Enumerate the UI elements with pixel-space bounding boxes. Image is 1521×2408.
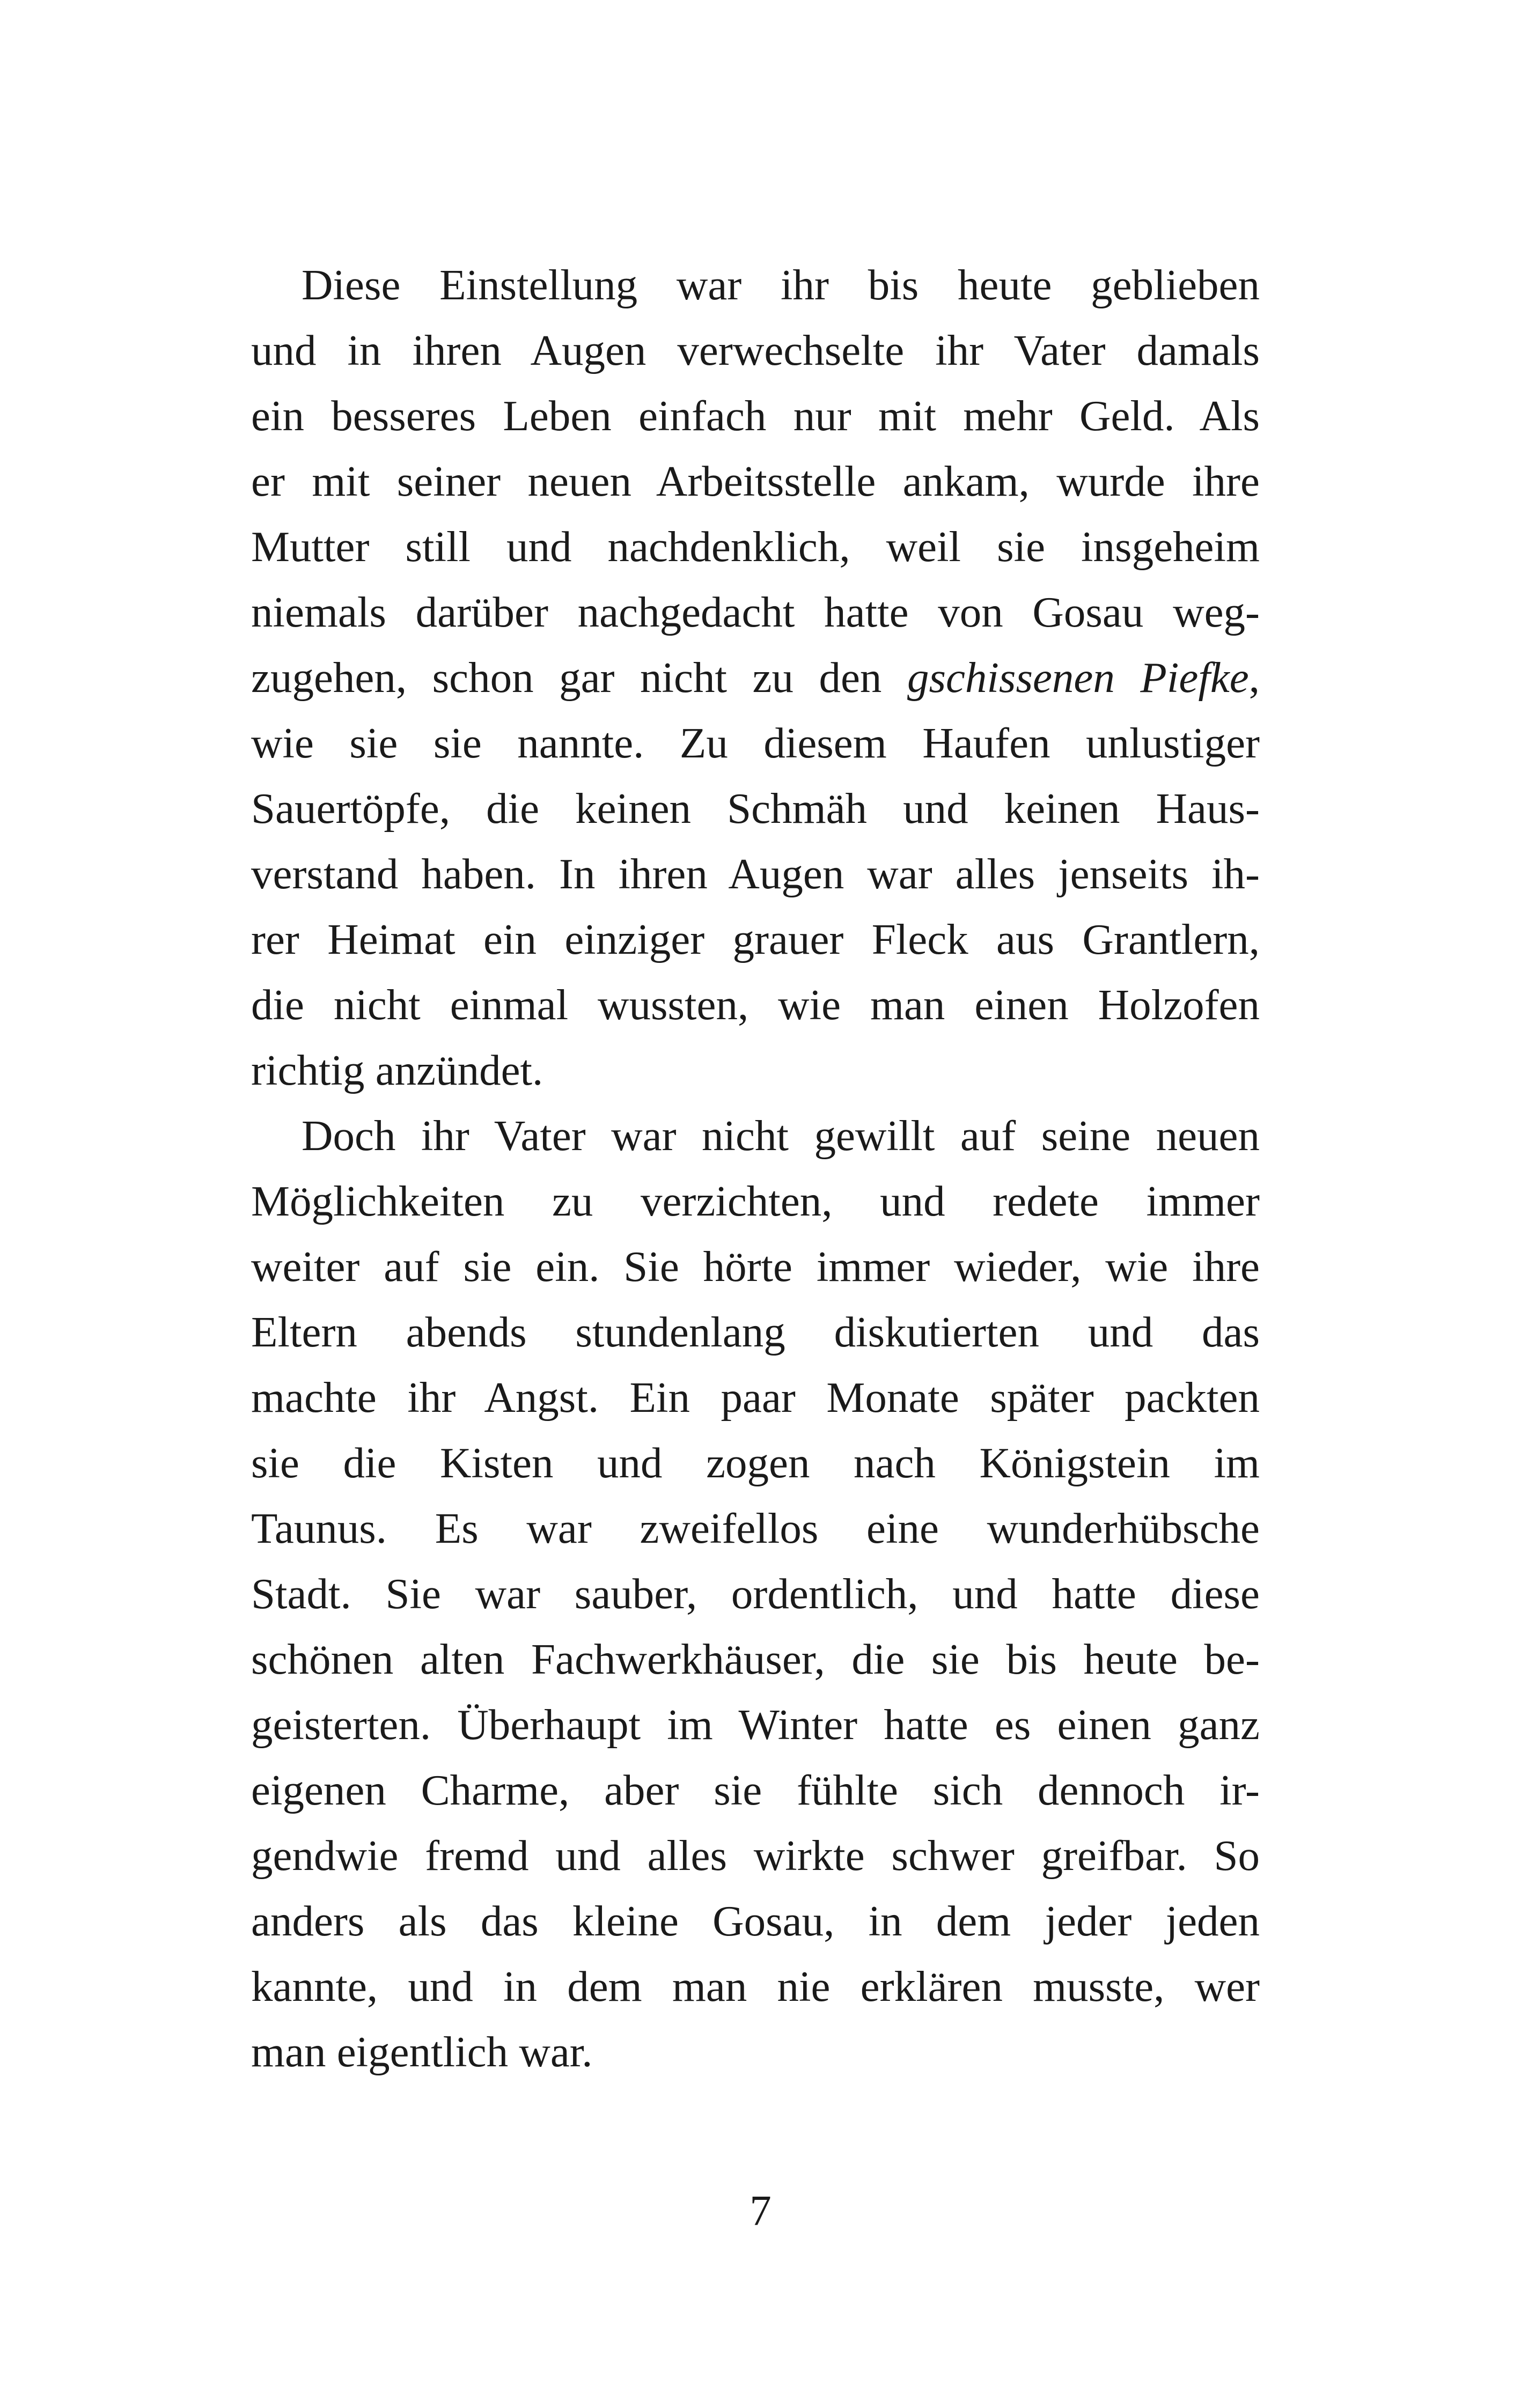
text-line: die nicht einmal wussten, wie man einen Holzofen <box>251 981 1260 1029</box>
text-line: richtig anzündet. <box>251 1046 543 1094</box>
text-line: sie die Kisten und zogen nach Königstein im <box>251 1439 1260 1487</box>
text-line: er mit seiner neuen Arbeitsstelle ankam, wurde ihre <box>251 457 1260 505</box>
text-line: niemals darüber nachgedacht hatte von Gosau weg- <box>251 588 1260 636</box>
text-line <box>251 645 1260 710</box>
text-line-part: , <box>1248 653 1260 702</box>
text-line: machte ihr Angst. Ein paar Monate später packten <box>251 1373 1260 1422</box>
text-line: und in ihren Augen verwechselte ihr Vater damals <box>251 326 1260 374</box>
text-line: Stadt. Sie war sauber, ordentlich, und hatte diese <box>251 1570 1260 1618</box>
text-line: weiter auf sie ein. Sie hörte immer wieder, wie ihre <box>251 1242 1260 1291</box>
text-line: gendwie fremd und alles wirkte schwer greifbar. So <box>251 1831 1260 1880</box>
text-line: Eltern abends stundenlang diskutierten und das <box>251 1308 1260 1356</box>
text-line: man eigentlich war. <box>251 2028 593 2076</box>
italic-term: gschissenen Piefke <box>907 653 1249 702</box>
text-line: ein besseres Leben einfach nur mit mehr Geld. Als <box>251 392 1260 440</box>
text-line: kannte, und in dem man nie erklären musste, wer <box>251 1962 1260 2011</box>
text-line: Möglichkeiten zu verzichten, und redete immer <box>251 1177 1260 1225</box>
text-line: wie sie sie nannte. Zu diesem Haufen unlustiger <box>251 719 1260 767</box>
text-line: verstand haben. In ihren Augen war alles jenseits ih- <box>251 850 1260 898</box>
text-line: geisterten. Überhaupt im Winter hatte es einen ganz <box>251 1700 1260 1749</box>
text-line: anders als das kleine Gosau, in dem jeder jeden <box>251 1897 1260 1945</box>
text-line: Taunus. Es war zweifellos eine wunderhübsche <box>251 1504 1260 1552</box>
text-line: Mutter still und nachdenklich, weil sie insgeheim <box>251 522 1260 571</box>
page-number: 7 <box>750 2186 771 2235</box>
text-line: Sauertöpfe, die keinen Schmäh und keinen Haus- <box>251 784 1260 833</box>
text-line: rer Heimat ein einziger grauer Fleck aus Grantlern, <box>251 915 1260 963</box>
text-line: schönen alten Fachwerkhäuser, die sie bis heute be- <box>251 1635 1260 1683</box>
text-line-part: zugehen, schon gar nicht zu den <box>251 653 907 702</box>
text-line: Doch ihr Vater war nicht gewillt auf seine neuen <box>302 1111 1260 1160</box>
text-line: eigenen Charme, aber sie fühlte sich dennoch ir- <box>251 1766 1260 1814</box>
text-line: Diese Einstellung war ihr bis heute geblieben <box>302 261 1260 309</box>
